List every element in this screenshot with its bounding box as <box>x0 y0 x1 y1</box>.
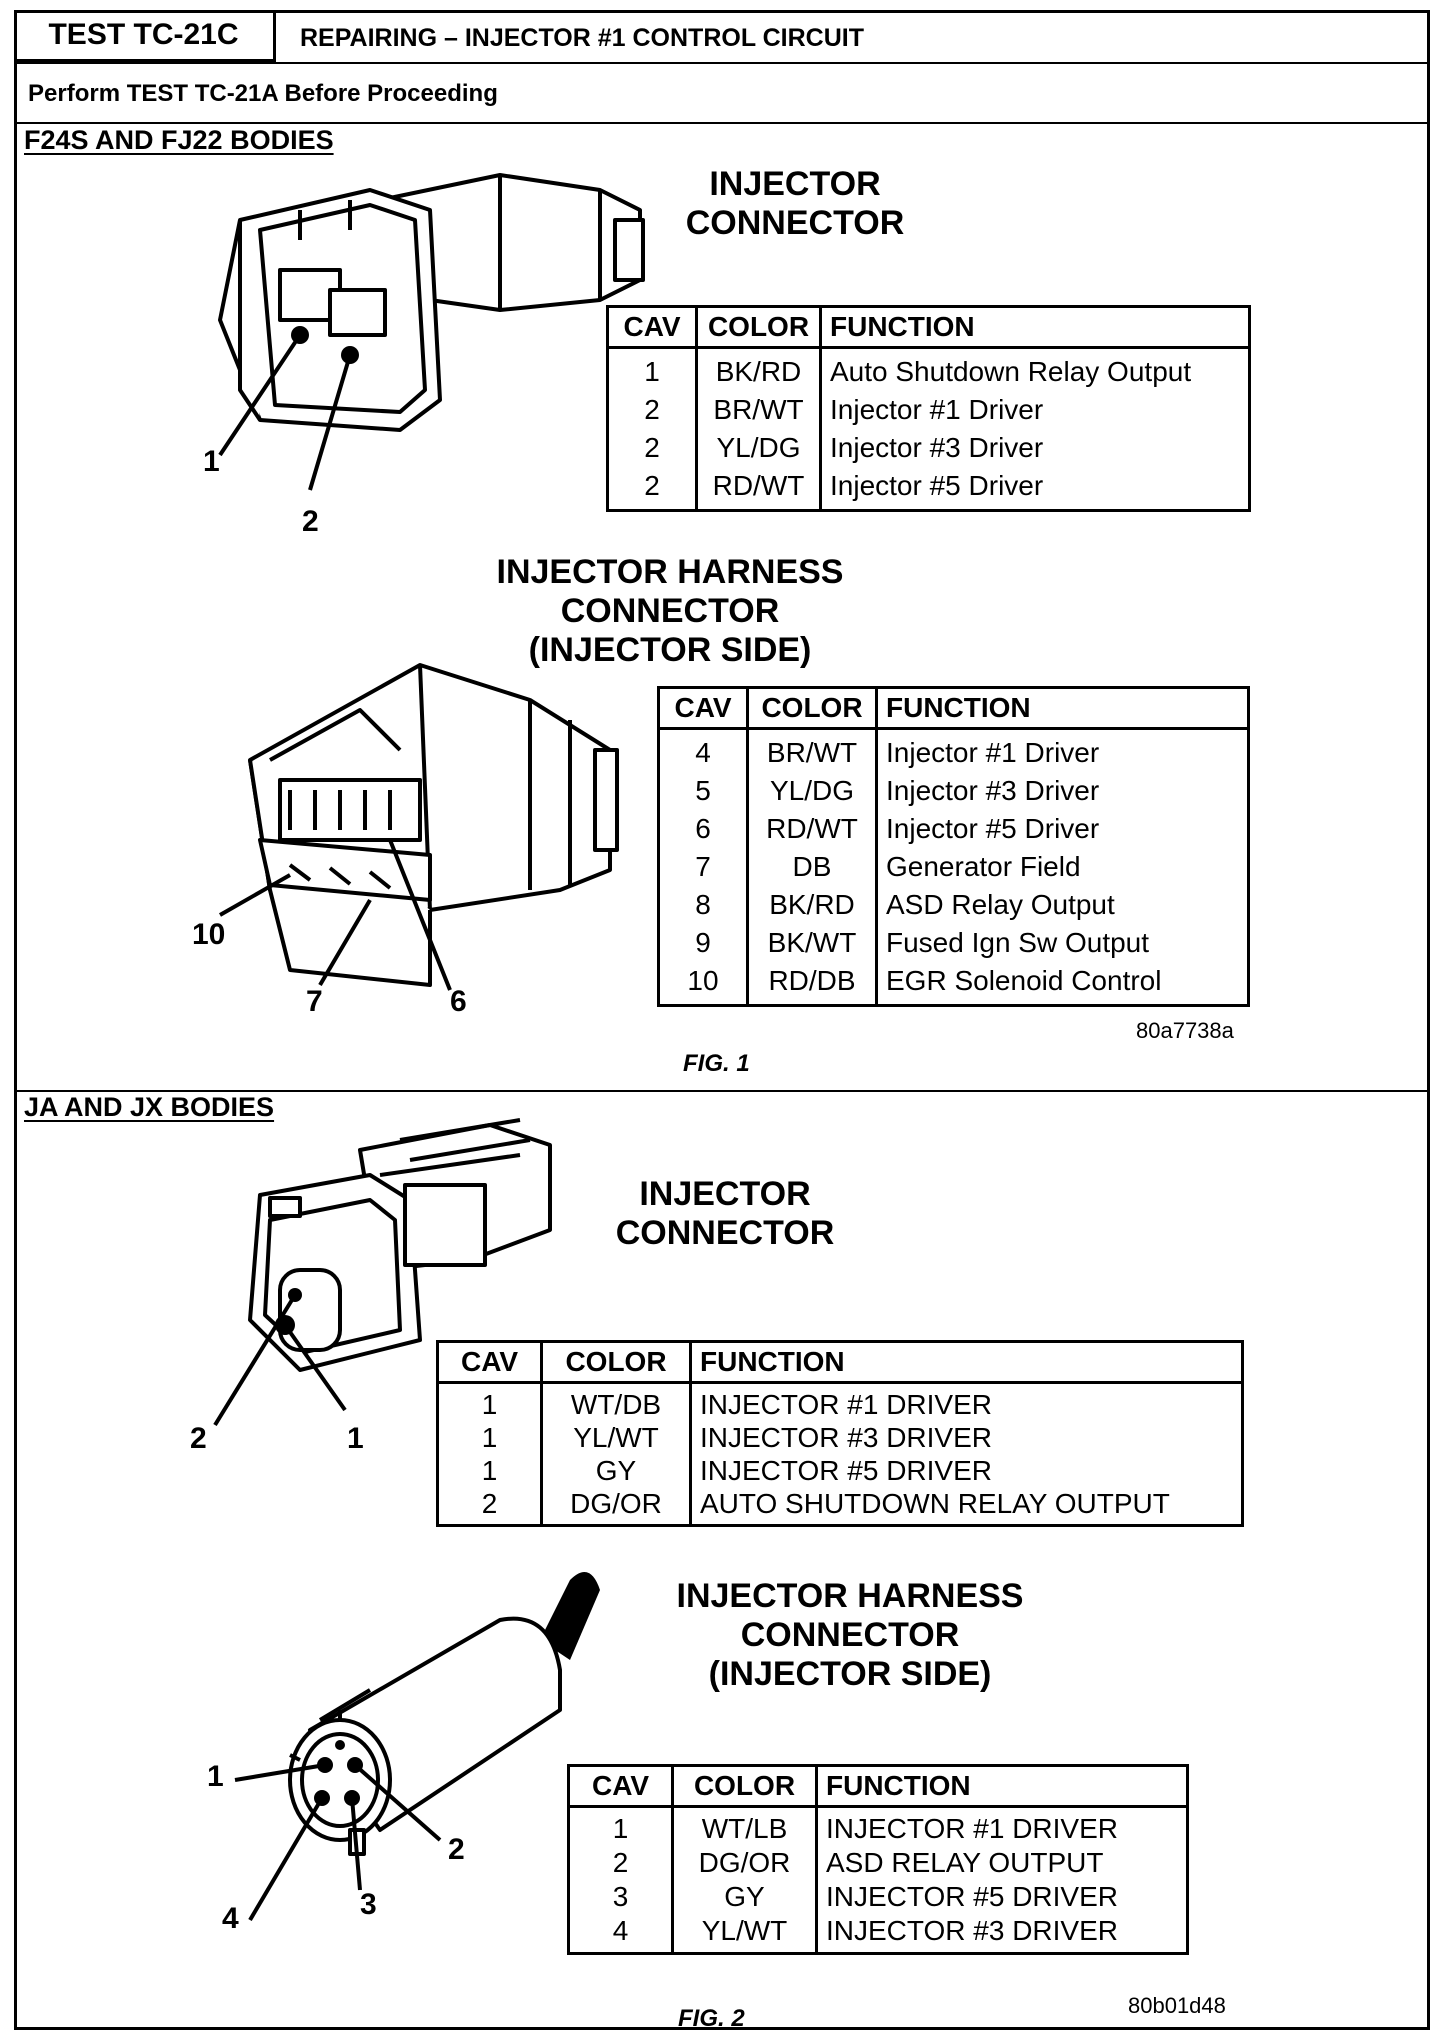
callout-cavity-10: 10 <box>192 918 226 951</box>
title-line: INJECTOR HARNESS <box>496 553 844 591</box>
title-line: INJECTOR <box>639 1175 811 1213</box>
callout-cavity-2: 2 <box>448 1833 465 1866</box>
cell-function: INJECTOR #3 DRIVER <box>826 1915 1118 1946</box>
injector-connector-title <box>620 165 970 243</box>
callout-cavity-1: 1 <box>207 1760 224 1793</box>
table-row <box>608 391 1250 429</box>
f24s-harness-connector-table <box>657 686 1250 1007</box>
figure-label: FIG. 1 <box>683 1050 750 1077</box>
col-cav: CAV <box>659 688 748 729</box>
ja-harness-connector-table <box>567 1764 1189 1955</box>
table-row <box>659 772 1249 810</box>
harness-connector-title <box>640 1577 1060 1694</box>
cell-function: Fused Ign Sw Output <box>886 927 1150 958</box>
figure-code: 80a7738a <box>1136 1018 1234 1043</box>
table-row <box>438 1454 1243 1487</box>
cell-cav: 2 <box>569 1846 673 1880</box>
cell-color: GY <box>673 1880 817 1914</box>
cell-color: DB <box>748 848 877 886</box>
cell-cav: 7 <box>659 848 748 886</box>
cell-color: BK/WT <box>748 924 877 962</box>
cell-function: ASD RELAY OUTPUT <box>826 1847 1104 1878</box>
cell-color: RD/WT <box>748 810 877 848</box>
cell-cav: 2 <box>438 1487 542 1526</box>
ja-injector-connector-table <box>436 1340 1244 1527</box>
cell-color: YL/DG <box>697 429 821 467</box>
col-cav: CAV <box>608 307 697 348</box>
cell-function: Injector #5 Driver <box>886 813 1100 844</box>
title-line: (INJECTOR SIDE) <box>708 1655 992 1693</box>
test-id: TEST TC-21C <box>48 17 239 51</box>
section1-label: F24S AND FJ22 BODIES <box>24 125 334 155</box>
cell-function: Injector #5 Driver <box>830 470 1044 501</box>
cell-function: INJECTOR #5 DRIVER <box>826 1881 1118 1912</box>
cell-color: YL/WT <box>542 1421 691 1454</box>
callout-cavity-2: 2 <box>302 505 319 538</box>
cell-cav: 5 <box>659 772 748 810</box>
col-color: COLOR <box>748 688 877 729</box>
cell-function: INJECTOR #3 DRIVER <box>700 1422 992 1453</box>
cell-color: DG/OR <box>542 1487 691 1526</box>
col-color: COLOR <box>673 1766 817 1807</box>
cell-cav: 9 <box>659 924 748 962</box>
cell-color: BR/WT <box>748 729 877 773</box>
cell-cav: 1 <box>438 1383 542 1422</box>
f24s-harness-connector-drawing <box>230 640 630 1000</box>
cell-function: EGR Solenoid Control <box>886 965 1162 996</box>
cell-function: Injector #1 Driver <box>830 394 1044 425</box>
cell-color: GY <box>542 1454 691 1487</box>
page-title: REPAIRING – INJECTOR #1 CONTROL CIRCUIT <box>300 24 864 52</box>
cell-color: WT/LB <box>673 1807 817 1847</box>
cell-color: YL/WT <box>673 1914 817 1954</box>
cell-function: Injector #1 Driver <box>886 737 1100 768</box>
f24s-injector-connector-drawing <box>200 150 660 470</box>
title-line: CONNECTOR <box>615 1214 835 1252</box>
f24s-injector-connector-table <box>606 305 1251 512</box>
col-function: FUNCTION <box>691 1342 1243 1383</box>
cell-cav: 1 <box>438 1421 542 1454</box>
cell-function: INJECTOR #1 DRIVER <box>700 1389 992 1420</box>
table-row <box>608 429 1250 467</box>
cell-cav: 4 <box>569 1914 673 1954</box>
table-row <box>659 886 1249 924</box>
cell-cav: 6 <box>659 810 748 848</box>
figure-code: 80b01d48 <box>1128 1993 1226 2018</box>
section2-label: JA AND JX BODIES <box>24 1092 275 1122</box>
table-row <box>659 729 1249 773</box>
cell-function: Generator Field <box>886 851 1081 882</box>
cell-function: Injector #3 Driver <box>886 775 1100 806</box>
callout-cavity-4: 4 <box>222 1902 239 1935</box>
table-row <box>608 467 1250 511</box>
table-row <box>438 1487 1243 1526</box>
cell-cav: 1 <box>569 1807 673 1847</box>
cell-cav: 1 <box>438 1454 542 1487</box>
callout-cavity-1: 1 <box>203 445 220 478</box>
prereq-divider <box>14 122 1430 124</box>
col-color: COLOR <box>542 1342 691 1383</box>
cell-color: BK/RD <box>748 886 877 924</box>
col-color: COLOR <box>697 307 821 348</box>
col-cav: CAV <box>569 1766 673 1807</box>
col-function: FUNCTION <box>817 1766 1188 1807</box>
cell-color: BK/RD <box>697 348 821 392</box>
figure-label: FIG. 2 <box>678 2005 745 2032</box>
title-line: INJECTOR HARNESS <box>676 1577 1024 1615</box>
table-row <box>569 1846 1188 1880</box>
test-id-box <box>14 10 276 62</box>
title-line: (INJECTOR SIDE) <box>528 631 812 669</box>
cell-color: RD/DB <box>748 962 877 1006</box>
table-row <box>438 1421 1243 1454</box>
callout-cavity-3: 3 <box>360 1888 377 1921</box>
cell-cav: 2 <box>608 429 697 467</box>
cell-color: RD/WT <box>697 467 821 511</box>
col-cav: CAV <box>438 1342 542 1383</box>
injector-connector-title <box>560 1175 890 1253</box>
title-line: CONNECTOR <box>560 592 780 630</box>
title-line: CONNECTOR <box>740 1616 960 1654</box>
col-function: FUNCTION <box>877 688 1249 729</box>
cell-cav: 8 <box>659 886 748 924</box>
cell-function: Injector #3 Driver <box>830 432 1044 463</box>
cell-color: YL/DG <box>748 772 877 810</box>
cell-function: INJECTOR #1 DRIVER <box>826 1813 1118 1844</box>
cell-color: BR/WT <box>697 391 821 429</box>
table-row <box>608 348 1250 392</box>
title-line: CONNECTOR <box>685 204 905 242</box>
cell-function: Auto Shutdown Relay Output <box>830 356 1192 387</box>
table-row <box>659 924 1249 962</box>
table-row <box>569 1807 1188 1847</box>
cell-function: INJECTOR #5 DRIVER <box>700 1455 992 1486</box>
title-line: INJECTOR <box>709 165 881 203</box>
header-divider <box>14 62 1430 64</box>
table-row <box>659 848 1249 886</box>
table-row <box>569 1914 1188 1954</box>
table-row <box>659 962 1249 1006</box>
cell-color: DG/OR <box>673 1846 817 1880</box>
table-row <box>659 810 1249 848</box>
cell-cav: 3 <box>569 1880 673 1914</box>
cell-cav: 1 <box>608 348 697 392</box>
callout-cavity-2: 2 <box>190 1422 207 1455</box>
callout-cavity-7: 7 <box>306 985 323 1018</box>
col-function: FUNCTION <box>821 307 1250 348</box>
cell-cav: 2 <box>608 391 697 429</box>
callout-cavity-1: 1 <box>347 1422 364 1455</box>
cell-function: AUTO SHUTDOWN RELAY OUTPUT <box>700 1488 1170 1519</box>
cell-cav: 4 <box>659 729 748 773</box>
prerequisite-note: Perform TEST TC-21A Before Proceeding <box>28 80 498 107</box>
cell-cav: 2 <box>608 467 697 511</box>
cell-color: WT/DB <box>542 1383 691 1422</box>
table-row <box>438 1383 1243 1422</box>
callout-cavity-6: 6 <box>450 985 467 1018</box>
table-row <box>569 1880 1188 1914</box>
cell-cav: 10 <box>659 962 748 1006</box>
cell-function: ASD Relay Output <box>886 889 1115 920</box>
